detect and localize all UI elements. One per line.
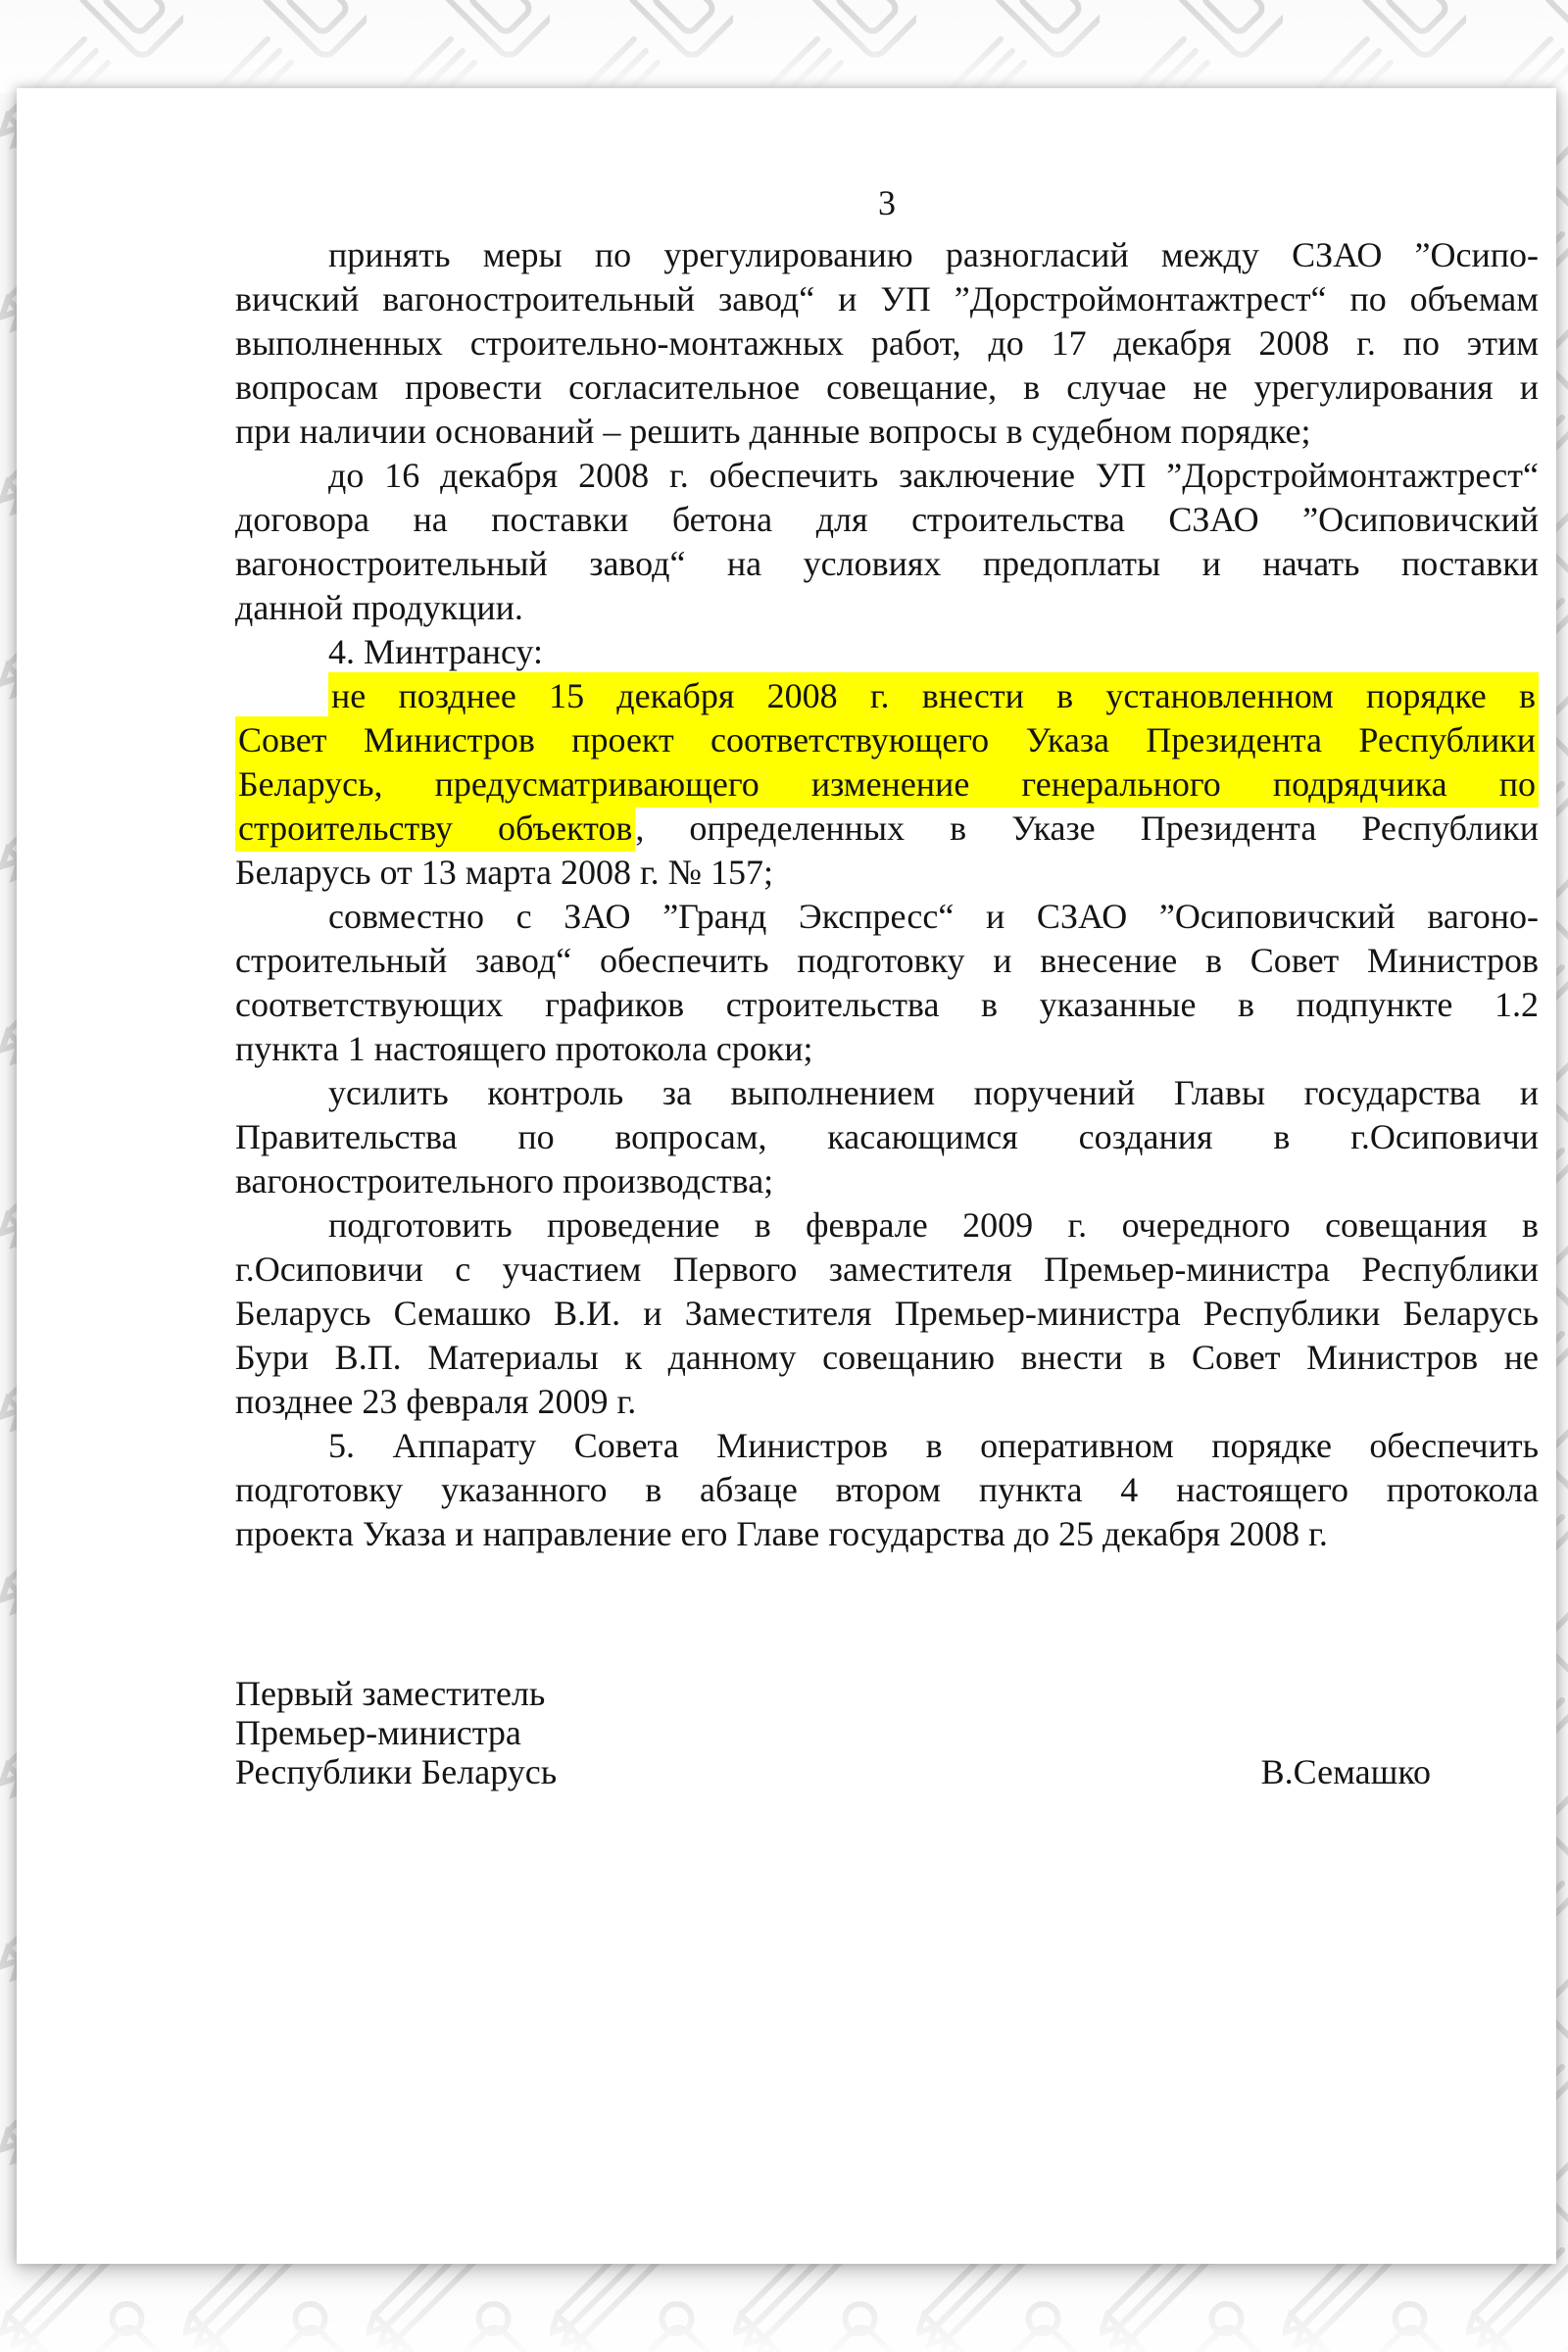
doc-line: принять меры по урегулированию разногласий между СЗАО ”Осипо- <box>328 235 1539 274</box>
doc-line: пункта 1 настоящего протокола сроки; <box>235 1029 813 1068</box>
signature-title-line <box>235 1752 1539 1791</box>
highlight-span: Беларусь, предусматривающего изменение генерального подрядчика по <box>235 760 1539 808</box>
doc-line: соответствующих графиков строительства в указанные в подпункте 1.2 <box>235 985 1539 1024</box>
signature-name: В.Семашко <box>1260 1752 1431 1791</box>
doc-line-highlighted <box>235 718 1539 762</box>
doc-line: вагоностроительного производства; <box>235 1161 774 1200</box>
doc-line: вопросам провести согласительное совещание, в случае не урегулирования и <box>235 368 1539 407</box>
doc-line: подготовку указанного в абзаце втором пункта 4 настоящего протокола <box>235 1470 1539 1509</box>
doc-line: Бури В.П. Материалы к данному совещанию внести в Совет Министров не <box>235 1338 1539 1377</box>
page-number: 3 <box>878 183 896 222</box>
highlight-span: Совет Министров проект соответствующего Указа Президента Республики <box>235 716 1539 763</box>
doc-line: позднее 23 февраля 2009 г. <box>235 1382 637 1421</box>
document-page <box>17 88 1556 2264</box>
doc-line-highlighted <box>235 762 1539 807</box>
signature-title-line: Премьер-министра <box>235 1713 521 1752</box>
doc-line: Правительства по вопросам, касающимся создания в г.Осиповичи <box>235 1117 1539 1156</box>
highlight-span: строительству объектов <box>235 805 635 852</box>
doc-line: усилить контроль за выполнением поручений Главы государства и <box>328 1073 1539 1112</box>
doc-line: данной продукции. <box>235 588 523 627</box>
doc-line: при наличии оснований – решить данные вопросы в судебном порядке; <box>235 412 1311 451</box>
highlight-span: не позднее 15 декабря 2008 г. внести в установленном порядке в <box>328 672 1539 719</box>
doc-line: 5. Аппарату Совета Министров в оперативном порядке обеспечить <box>328 1426 1539 1465</box>
doc-line: подготовить проведение в феврале 2009 г. очередного совещания в <box>328 1205 1539 1245</box>
doc-line: до 16 декабря 2008 г. обеспечить заключение УП ”Дорстроймонтажтрест“ <box>328 456 1539 495</box>
doc-line: вагоностроительный завод“ на условиях предоплаты и начать поставки <box>235 544 1539 583</box>
document-content <box>235 88 1539 1791</box>
doc-line: совместно с ЗАО ”Гранд Экспресс“ и СЗАО ”Осиповичский вагоно- <box>328 897 1539 936</box>
doc-line: Беларусь от 13 марта 2008 г. № 157; <box>235 853 774 892</box>
doc-line: 4. Минтрансу: <box>328 632 543 671</box>
doc-line: выполненных строительно-монтажных работ, до 17 декабря 2008 г. по этим <box>235 323 1539 363</box>
doc-line-highlighted <box>235 674 1539 718</box>
doc-line: проекта Указа и направление его Главе государства до 25 декабря 2008 г. <box>235 1514 1328 1553</box>
signature-title-text: Республики Беларусь <box>235 1752 558 1791</box>
line-text: , определенных в Указе Президента Республики <box>635 808 1539 848</box>
signature-title-line: Первый заместитель <box>235 1674 546 1713</box>
doc-line: г.Осиповичи с участием Первого заместителя Премьер-министра Республики <box>235 1250 1539 1289</box>
doc-line: строительный завод“ обеспечить подготовку и внесение в Совет Министров <box>235 941 1539 980</box>
doc-line: договора на поставки бетона для строительства СЗАО ”Осиповичский <box>235 500 1539 539</box>
doc-line: Беларусь Семашко В.И. и Заместителя Премьер-министра Республики Беларусь <box>235 1294 1539 1333</box>
doc-line-highlighted <box>235 807 1539 851</box>
doc-line: вичский вагоностроительный завод“ и УП ”Дорстроймонтажтрест“ по объемам <box>235 279 1539 318</box>
signature-block <box>235 1674 1539 1791</box>
